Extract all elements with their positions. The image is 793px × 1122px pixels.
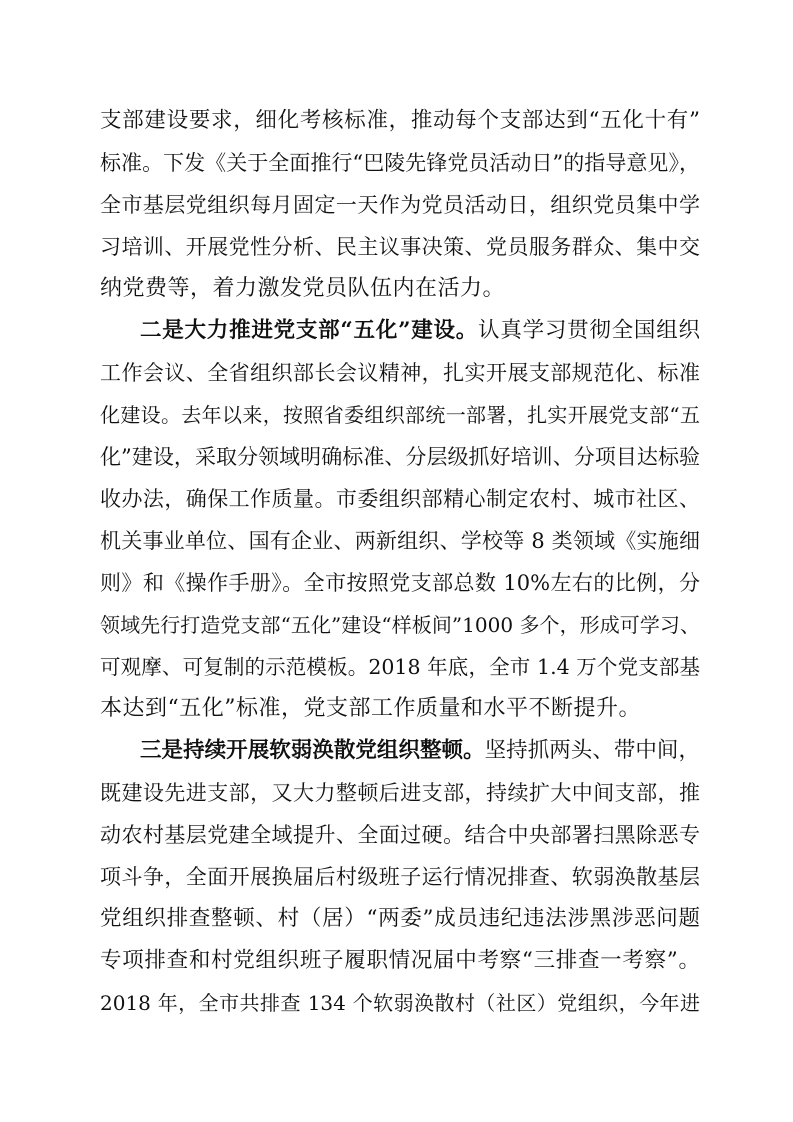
paragraph-line: 纳党费等，着力激发党员队伍内在活力。	[100, 276, 506, 301]
paragraph-heading: 三是持续开展软弱涣散党组织整顿。	[140, 738, 485, 763]
paragraph-line: 动农村基层党建全域提升、全面过硬。结合中央部署扫黑除恶专	[100, 823, 700, 847]
paragraph-line: 则》和《操作手册》。全市按照党支部总数 10%左右的比例，分	[100, 571, 700, 595]
paragraph-line: 标准。下发《关于全面推行“巴陵先锋党员活动日”的指导意见》，	[100, 151, 700, 175]
paragraph-line: 可观摩、可复制的示范模板。2018 年底，全市 1.4 万个党支部基	[100, 655, 700, 679]
paragraph-line: 化”建设，采取分领域明确标准、分层级抓好培训、分项目达标验	[100, 445, 700, 469]
paragraph-first-line	[140, 731, 700, 771]
paragraph-line: 2018 年，全市共排查 134 个软弱涣散村（社区）党组织，今年进	[100, 991, 700, 1015]
paragraph-line: 支部建设要求，细化考核标准，推动每个支部达到“五化十有”	[100, 108, 700, 133]
paragraph-line: 全市基层党组织每月固定一天作为党员活动日，组织党员集中学	[100, 193, 700, 217]
paragraph-line: 收办法，确保工作质量。市委组织部精心制定农村、城市社区、	[100, 487, 700, 511]
paragraph-line: 既建设先进支部，又大力整顿后进支部，持续扩大中间支部，推	[100, 781, 700, 805]
paragraph-first-line-rest: 认真学习贯彻全国组织	[478, 318, 700, 343]
paragraph-line: 工作会议、全省组织部长会议精神，扎实开展支部规范化、标准	[100, 361, 700, 385]
paragraph-line: 领域先行打造党支部“五化”建设“样板间”1000 多个，形成可学习、	[100, 613, 700, 637]
paragraph-first-line-rest: 坚持抓两头、带中间，	[484, 738, 700, 763]
paragraph-heading: 二是大力推进党支部“五化”建设。	[140, 318, 479, 343]
paragraph-line: 化建设。去年以来，按照省委组织部统一部署，扎实开展党支部“五	[100, 403, 700, 427]
paragraph-line: 项斗争，全面开展换届后村级班子运行情况排查、软弱涣散基层	[100, 865, 700, 889]
paragraph-first-line	[140, 311, 700, 351]
paragraph-line: 党组织排查整顿、村（居）“两委”成员违纪违法涉黑涉恶问题	[100, 906, 700, 931]
paragraph-line: 专项排查和村党组织班子履职情况届中考察“三排查一考察”。	[100, 948, 700, 973]
paragraph-line: 机关事业单位、国有企业、两新组织、学校等 8 类领域《实施细	[100, 529, 700, 553]
paragraph-line: 本达到“五化”标准，党支部工作质量和水平不断提升。	[100, 696, 641, 721]
paragraph-line: 习培训、开展党性分析、民主议事决策、党员服务群众、集中交	[100, 235, 700, 259]
